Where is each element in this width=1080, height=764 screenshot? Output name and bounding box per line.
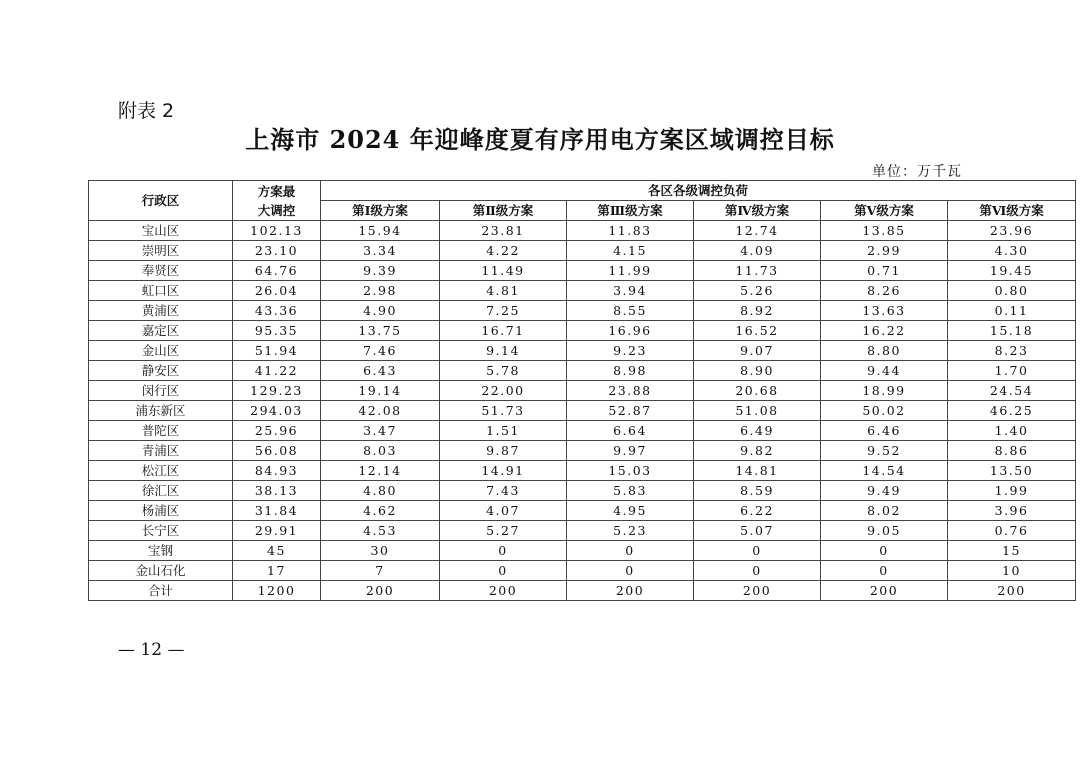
value-cell: 11.99 (567, 261, 694, 281)
header-level-5: 第Ⅴ级方案 (821, 201, 948, 221)
value-cell: 95.35 (233, 321, 321, 341)
value-cell: 45 (233, 541, 321, 561)
value-cell: 26.04 (233, 281, 321, 301)
value-cell: 9.97 (567, 441, 694, 461)
value-cell: 23.88 (567, 381, 694, 401)
value-cell: 38.13 (233, 481, 321, 501)
value-cell: 15.18 (948, 321, 1076, 341)
value-cell: 0 (567, 541, 694, 561)
value-cell: 13.50 (948, 461, 1076, 481)
value-cell: 0 (567, 561, 694, 581)
table-row (89, 241, 1076, 261)
value-cell: 13.63 (821, 301, 948, 321)
value-cell: 0 (821, 561, 948, 581)
value-cell: 23.81 (440, 221, 567, 241)
table-row (89, 361, 1076, 381)
header-max-line1: 方案最 (257, 183, 296, 199)
table-row (89, 581, 1076, 601)
district-cell: 嘉定区 (89, 321, 233, 341)
value-cell: 9.87 (440, 441, 567, 461)
value-cell: 9.07 (694, 341, 821, 361)
value-cell: 5.26 (694, 281, 821, 301)
value-cell: 129.23 (233, 381, 321, 401)
table-row (89, 301, 1076, 321)
district-cell: 金山区 (89, 341, 233, 361)
value-cell: 4.30 (948, 241, 1076, 261)
value-cell: 51.08 (694, 401, 821, 421)
value-cell: 0.11 (948, 301, 1076, 321)
table-row (89, 421, 1076, 441)
value-cell: 0 (440, 561, 567, 581)
value-cell: 51.94 (233, 341, 321, 361)
district-cell: 静安区 (89, 361, 233, 381)
value-cell: 7.46 (321, 341, 440, 361)
value-cell: 200 (821, 581, 948, 601)
value-cell: 3.34 (321, 241, 440, 261)
value-cell: 15.94 (321, 221, 440, 241)
value-cell: 14.54 (821, 461, 948, 481)
value-cell: 6.22 (694, 501, 821, 521)
header-max-regulation (233, 181, 321, 221)
value-cell: 5.27 (440, 521, 567, 541)
header-max-line2: 大调控 (257, 202, 296, 218)
value-cell: 1.51 (440, 421, 567, 441)
value-cell: 200 (948, 581, 1076, 601)
table-row (89, 221, 1076, 241)
header-level-3: 第Ⅲ级方案 (567, 201, 694, 221)
district-cell: 合计 (89, 581, 233, 601)
header-district: 行政区 (89, 181, 233, 221)
value-cell: 19.45 (948, 261, 1076, 281)
header-level-group: 各区各级调控负荷 (321, 181, 1076, 201)
value-cell: 24.54 (948, 381, 1076, 401)
table-row (89, 501, 1076, 521)
district-cell: 松江区 (89, 461, 233, 481)
value-cell: 7.25 (440, 301, 567, 321)
value-cell: 13.75 (321, 321, 440, 341)
value-cell: 0.76 (948, 521, 1076, 541)
value-cell: 0 (821, 541, 948, 561)
value-cell: 9.14 (440, 341, 567, 361)
value-cell: 11.49 (440, 261, 567, 281)
value-cell: 25.96 (233, 421, 321, 441)
value-cell: 102.13 (233, 221, 321, 241)
value-cell: 20.68 (694, 381, 821, 401)
district-cell: 杨浦区 (89, 501, 233, 521)
value-cell: 15 (948, 541, 1076, 561)
value-cell: 43.36 (233, 301, 321, 321)
value-cell: 4.90 (321, 301, 440, 321)
value-cell: 8.86 (948, 441, 1076, 461)
value-cell: 7 (321, 561, 440, 581)
value-cell: 56.08 (233, 441, 321, 461)
header-level-2: 第Ⅱ级方案 (440, 201, 567, 221)
table-row (89, 561, 1076, 581)
value-cell: 9.82 (694, 441, 821, 461)
document-title: 上海市 2024 年迎峰度夏有序用电方案区域调控目标 (245, 125, 835, 154)
value-cell: 0.71 (821, 261, 948, 281)
value-cell: 51.73 (440, 401, 567, 421)
value-cell: 52.87 (567, 401, 694, 421)
value-cell: 14.91 (440, 461, 567, 481)
value-cell: 19.14 (321, 381, 440, 401)
district-cell: 浦东新区 (89, 401, 233, 421)
value-cell: 2.99 (821, 241, 948, 261)
value-cell: 4.62 (321, 501, 440, 521)
value-cell: 8.02 (821, 501, 948, 521)
regulation-target-table (88, 180, 1076, 601)
table-row (89, 521, 1076, 541)
value-cell: 4.09 (694, 241, 821, 261)
value-cell: 200 (567, 581, 694, 601)
value-cell: 9.44 (821, 361, 948, 381)
value-cell: 4.80 (321, 481, 440, 501)
value-cell: 4.53 (321, 521, 440, 541)
value-cell: 8.23 (948, 341, 1076, 361)
value-cell: 12.74 (694, 221, 821, 241)
value-cell: 14.81 (694, 461, 821, 481)
value-cell: 12.14 (321, 461, 440, 481)
table-row (89, 481, 1076, 501)
value-cell: 1.40 (948, 421, 1076, 441)
value-cell: 3.94 (567, 281, 694, 301)
value-cell: 294.03 (233, 401, 321, 421)
header-level-4: 第Ⅳ级方案 (694, 201, 821, 221)
header-level-6: 第Ⅵ级方案 (948, 201, 1076, 221)
value-cell: 16.96 (567, 321, 694, 341)
value-cell: 5.83 (567, 481, 694, 501)
value-cell: 200 (321, 581, 440, 601)
value-cell: 4.22 (440, 241, 567, 261)
value-cell: 0 (694, 541, 821, 561)
value-cell: 9.52 (821, 441, 948, 461)
district-cell: 奉贤区 (89, 261, 233, 281)
value-cell: 0.80 (948, 281, 1076, 301)
value-cell: 0 (694, 561, 821, 581)
value-cell: 9.05 (821, 521, 948, 541)
value-cell: 9.49 (821, 481, 948, 501)
value-cell: 4.15 (567, 241, 694, 261)
value-cell: 6.49 (694, 421, 821, 441)
value-cell: 22.00 (440, 381, 567, 401)
table-body (89, 221, 1076, 601)
value-cell: 41.22 (233, 361, 321, 381)
table-row (89, 321, 1076, 341)
table-row (89, 341, 1076, 361)
value-cell: 16.71 (440, 321, 567, 341)
district-cell: 闵行区 (89, 381, 233, 401)
value-cell: 8.90 (694, 361, 821, 381)
value-cell: 8.55 (567, 301, 694, 321)
value-cell: 50.02 (821, 401, 948, 421)
value-cell: 8.59 (694, 481, 821, 501)
district-cell: 黄浦区 (89, 301, 233, 321)
value-cell: 5.78 (440, 361, 567, 381)
value-cell: 15.03 (567, 461, 694, 481)
value-cell: 11.73 (694, 261, 821, 281)
value-cell: 23.10 (233, 241, 321, 261)
value-cell: 2.98 (321, 281, 440, 301)
table-row (89, 541, 1076, 561)
value-cell: 17 (233, 561, 321, 581)
value-cell: 6.64 (567, 421, 694, 441)
value-cell: 8.98 (567, 361, 694, 381)
value-cell: 6.46 (821, 421, 948, 441)
value-cell: 4.07 (440, 501, 567, 521)
district-cell: 宝钢 (89, 541, 233, 561)
value-cell: 11.83 (567, 221, 694, 241)
district-cell: 青浦区 (89, 441, 233, 461)
value-cell: 16.52 (694, 321, 821, 341)
value-cell: 31.84 (233, 501, 321, 521)
table-row (89, 381, 1076, 401)
value-cell: 6.43 (321, 361, 440, 381)
table-row (89, 401, 1076, 421)
value-cell: 16.22 (821, 321, 948, 341)
district-cell: 长宁区 (89, 521, 233, 541)
table-row (89, 261, 1076, 281)
value-cell: 9.39 (321, 261, 440, 281)
value-cell: 30 (321, 541, 440, 561)
value-cell: 8.80 (821, 341, 948, 361)
district-cell: 崇明区 (89, 241, 233, 261)
unit-label: 单位：万千瓦 (872, 164, 962, 180)
value-cell: 5.07 (694, 521, 821, 541)
value-cell: 8.26 (821, 281, 948, 301)
value-cell: 8.03 (321, 441, 440, 461)
value-cell: 18.99 (821, 381, 948, 401)
value-cell: 8.92 (694, 301, 821, 321)
value-cell: 13.85 (821, 221, 948, 241)
value-cell: 1200 (233, 581, 321, 601)
value-cell: 200 (440, 581, 567, 601)
value-cell: 1.99 (948, 481, 1076, 501)
district-cell: 徐汇区 (89, 481, 233, 501)
header-level-1: 第Ⅰ级方案 (321, 201, 440, 221)
value-cell: 23.96 (948, 221, 1076, 241)
value-cell: 200 (694, 581, 821, 601)
value-cell: 42.08 (321, 401, 440, 421)
value-cell: 84.93 (233, 461, 321, 481)
value-cell: 1.70 (948, 361, 1076, 381)
table-row (89, 281, 1076, 301)
value-cell: 4.81 (440, 281, 567, 301)
value-cell: 9.23 (567, 341, 694, 361)
value-cell: 0 (440, 541, 567, 561)
table-row (89, 461, 1076, 481)
value-cell: 29.91 (233, 521, 321, 541)
district-cell: 金山石化 (89, 561, 233, 581)
table-row (89, 441, 1076, 461)
value-cell: 3.47 (321, 421, 440, 441)
value-cell: 7.43 (440, 481, 567, 501)
value-cell: 3.96 (948, 501, 1076, 521)
value-cell: 4.95 (567, 501, 694, 521)
value-cell: 64.76 (233, 261, 321, 281)
page-number: — 12 — (118, 640, 185, 660)
district-cell: 宝山区 (89, 221, 233, 241)
value-cell: 46.25 (948, 401, 1076, 421)
value-cell: 10 (948, 561, 1076, 581)
district-cell: 普陀区 (89, 421, 233, 441)
value-cell: 5.23 (567, 521, 694, 541)
district-cell: 虹口区 (89, 281, 233, 301)
annex-label: 附表 2 (118, 100, 175, 122)
